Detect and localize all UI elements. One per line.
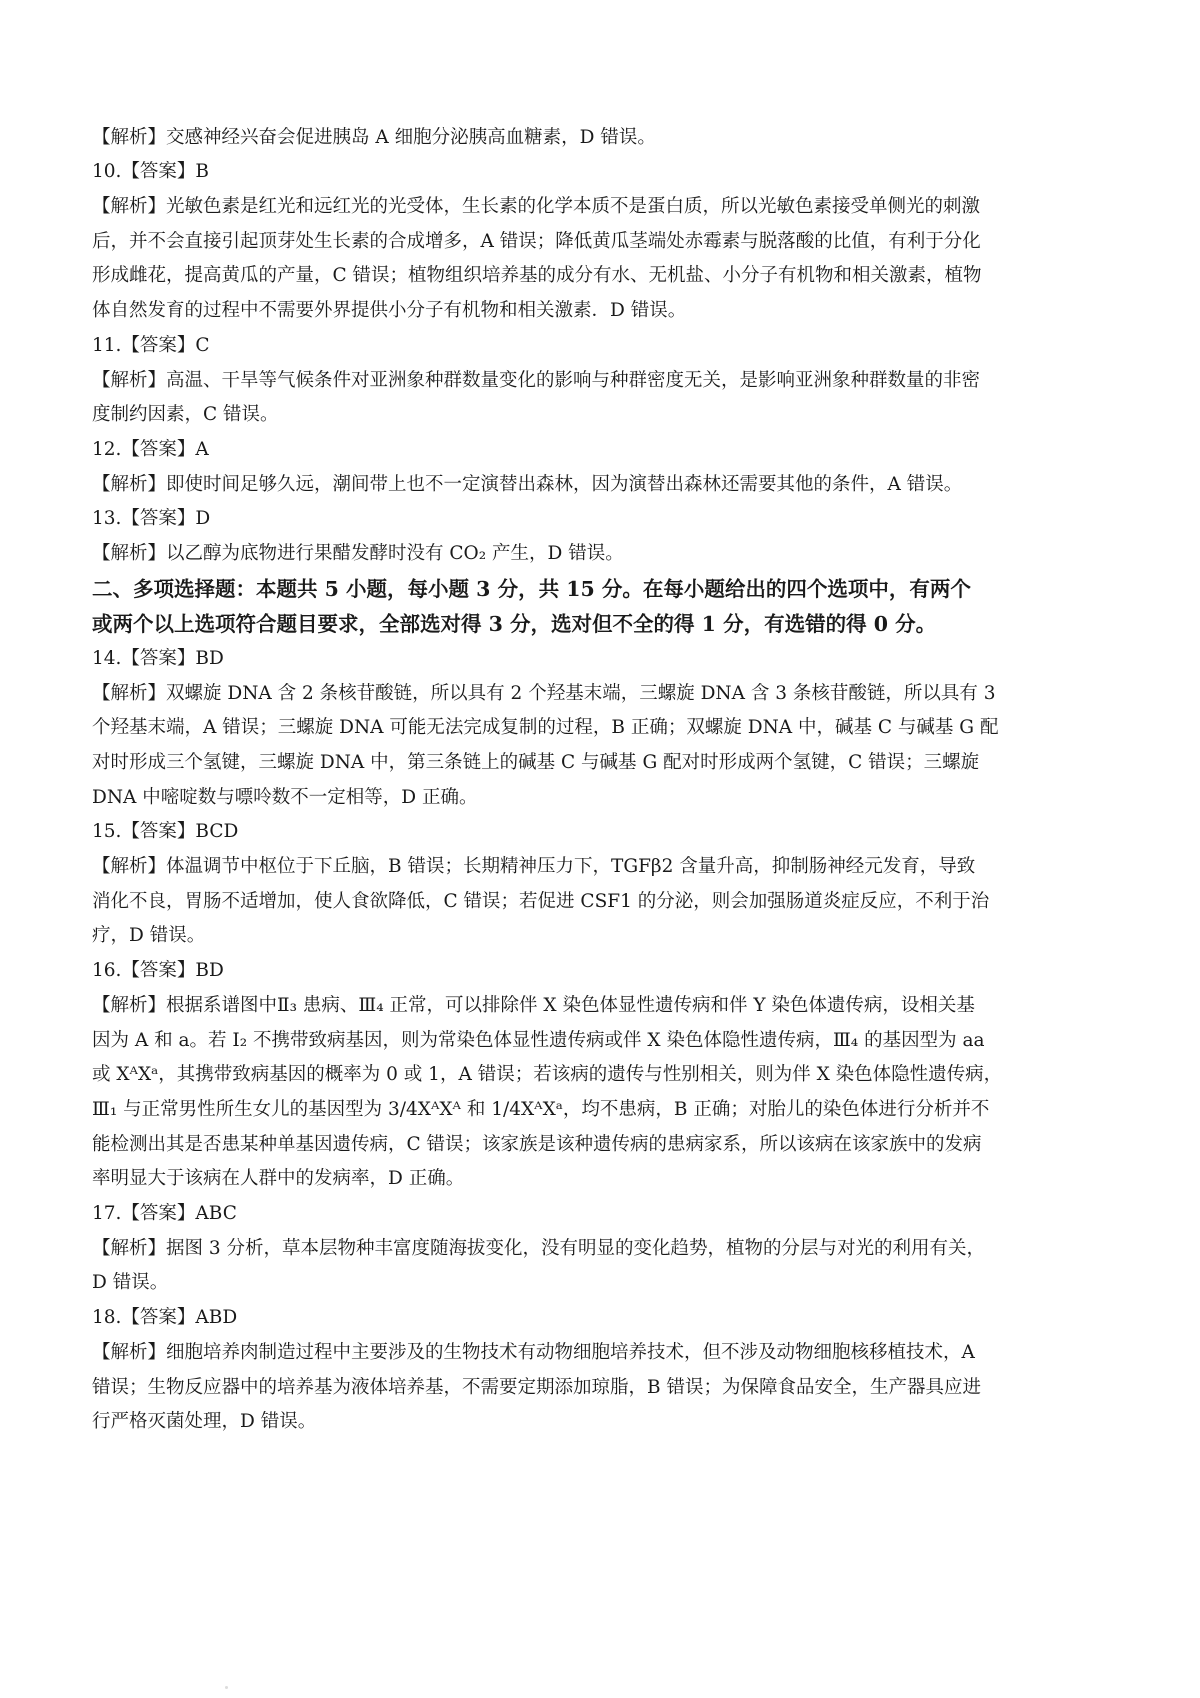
answer-18: 18.【答案】ABD — [92, 1307, 238, 1328]
analysis-11-line-2: 度制约因素，C 错误。 — [92, 404, 279, 425]
analysis-13-line-1: 【解析】以乙醇为底物进行果醋发酵时没有 CO₂ 产生，D 错误。 — [92, 543, 624, 564]
answer-10: 10.【答案】B — [92, 161, 210, 182]
analysis-18-line-3: 行严格灭菌处理，D 错误。 — [92, 1411, 317, 1432]
analysis-9-line-1: 【解析】交感神经兴奋会促进胰岛 A 细胞分泌胰高血糖素，D 错误。 — [92, 127, 656, 148]
analysis-14-line-3: 对时形成三个氢键，三螺旋 DNA 中，第三条链上的碱基 C 与碱基 G 配对时形成两个氢键，C 错误；三螺旋 — [92, 752, 980, 773]
analysis-11-line-1: 【解析】高温、干旱等气候条件对亚洲象种群数量变化的影响与种群密度无关，是影响亚洲象种群数量的非密 — [92, 370, 981, 391]
analysis-12-line-1: 【解析】即使时间足够久远，潮间带上也不一定演替出森林，因为演替出森林还需要其他的条件，A 错误。 — [92, 474, 963, 495]
analysis-10-line-2: 后，并不会直接引起顶芽处生长素的合成增多，A 错误；降低黄瓜茎端处赤霉素与脱落酸的比值，有利于分化 — [92, 231, 981, 252]
answer-15: 15.【答案】BCD — [92, 821, 239, 842]
answer-12: 12.【答案】A — [92, 439, 209, 460]
section-heading-line-2: 或两个以上选项符合题目要求，全部选对得 3 分，选对但不全的得 1 分，有选错的得 0 分。 — [92, 612, 937, 636]
answer-16: 16.【答案】BD — [92, 960, 224, 981]
analysis-16-line-5: 能检测出其是否患某种单基因遗传病，C 错误；该家族是该种遗传病的患病家系，所以该病在该家族中的发病 — [92, 1134, 982, 1155]
analysis-17-line-1: 【解析】据图 3 分析，草本层物种丰富度随海拔变化，没有明显的变化趋势，植物的分层与对光的利用有关， — [92, 1238, 986, 1259]
analysis-10-line-3: 形成雌花，提高黄瓜的产量，C 错误；植物组织培养基的成分有水、无机盐、小分子有机物和相关激素，植物 — [92, 265, 982, 286]
analysis-10-line-1: 【解析】光敏色素是红光和远红光的光受体，生长素的化学本质不是蛋白质，所以光敏色素接受单侧光的刺激 — [92, 196, 981, 217]
page-dot-mark — [225, 1686, 228, 1689]
answer-14: 14.【答案】BD — [92, 648, 224, 669]
analysis-16-line-1: 【解析】根据系谱图中Ⅱ₃ 患病、Ⅲ₄ 正常，可以排除伴 X 染色体显性遗传病和伴 Y 染色体遗传病，设相关基 — [92, 995, 975, 1016]
analysis-14-line-2: 个羟基末端，A 错误；三螺旋 DNA 可能无法完成复制的过程，B 正确；双螺旋 DNA 中，碱基 C 与碱基 G 配 — [92, 717, 999, 738]
section-heading-line-1: 二、多项选择题：本题共 5 小题，每小题 3 分，共 15 分。在每小题给出的四个选项中，有两个 — [92, 577, 971, 601]
analysis-16-line-4: Ⅲ₁ 与正常男性所生女儿的基因型为 3/4XᴬXᴬ 和 1/4XᴬXᵃ，均不患病，B 正确；对胎儿的染色体进行分析并不 — [92, 1099, 990, 1120]
analysis-16-line-3: 或 XᴬXᵃ，其携带致病基因的概率为 0 或 1，A 错误；若该病的遗传与性别相关，则为伴 X 染色体隐性遗传病， — [92, 1064, 1003, 1085]
analysis-10-line-4: 体自然发育的过程中不需要外界提供小分子有机物和相关激素．D 错误。 — [92, 300, 687, 321]
analysis-17-line-2: D 错误。 — [92, 1272, 169, 1293]
answer-17: 17.【答案】ABC — [92, 1203, 237, 1224]
analysis-18-line-1: 【解析】细胞培养肉制造过程中主要涉及的生物技术有动物细胞培养技术，但不涉及动物细胞核移植技术，A — [92, 1342, 975, 1363]
analysis-16-line-2: 因为 A 和 a。若 I₂ 不携带致病基因，则为常染色体显性遗传病或伴 X 染色体隐性遗传病，Ⅲ₄ 的基因型为 aa — [92, 1030, 985, 1051]
analysis-14-line-1: 【解析】双螺旋 DNA 含 2 条核苷酸链，所以具有 2 个羟基末端，三螺旋 DNA 含 3 条核苷酸链，所以具有 3 — [92, 683, 996, 704]
analysis-15-line-1: 【解析】体温调节中枢位于下丘脑，B 错误；长期精神压力下，TGFβ2 含量升高，抑制肠神经元发育，导致 — [92, 856, 976, 877]
analysis-15-line-3: 疗，D 错误。 — [92, 925, 206, 946]
analysis-15-line-2: 消化不良，胃肠不适增加，使人食欲降低，C 错误；若促进 CSF1 的分泌，则会加强肠道炎症反应，不利于治 — [92, 891, 990, 912]
analysis-18-line-2: 错误；生物反应器中的培养基为液体培养基，不需要定期添加琼脂，B 错误；为保障食品安全，生产器具应进 — [92, 1377, 981, 1398]
answer-13: 13.【答案】D — [92, 508, 211, 529]
analysis-16-line-6: 率明显大于该病在人群中的发病率，D 正确。 — [92, 1168, 465, 1189]
answer-11: 11.【答案】C — [92, 335, 210, 356]
analysis-14-line-4: DNA 中嘧啶数与嘌呤数不一定相等，D 正确。 — [92, 787, 478, 808]
